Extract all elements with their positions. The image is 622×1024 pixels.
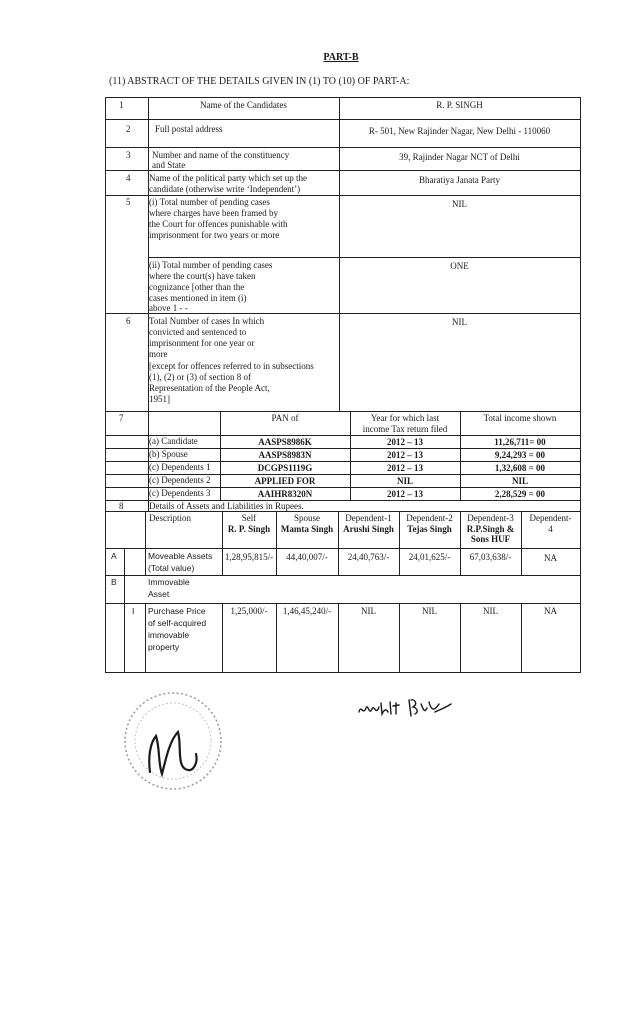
purchase-label-line: immovable (148, 630, 190, 640)
convictions-label-line: imprisonment for one year or (149, 338, 255, 348)
assets-title: Details of Assets and Liabilities in Rupees. (149, 501, 304, 511)
year-header-line: income Tax return filed (362, 424, 448, 434)
description-header: Description (149, 513, 191, 523)
tax-entry-label: (c) Dependents 3 (149, 488, 211, 498)
column-divider (145, 511, 146, 575)
candidate-name-value: R. P. SINGH (436, 100, 483, 110)
constituency-label-line: Number and name of the constituency (152, 150, 290, 160)
tax-entry-income: 1,32,608 = 00 (494, 463, 546, 473)
col-header-line: Arushi Singh (343, 523, 394, 534)
tax-entry-pan: AASPS8983N (258, 450, 312, 460)
table-border-right (580, 97, 581, 673)
table-border-top (105, 97, 581, 98)
row-code: I (132, 606, 135, 616)
pending-cases-i-line: where charges have been framed by (149, 208, 279, 218)
convictions-label-line: Total Number of cases In which (149, 316, 265, 326)
pending-cases-i-line: the Court for offences punishable with (149, 219, 288, 229)
col-header-dependent-4 (521, 513, 580, 534)
moveable-value-dependent-2: 24,01,625/- (408, 552, 451, 562)
row-number: 7 (119, 413, 124, 423)
pending-cases-ii-value: ONE (450, 261, 469, 271)
tax-entry-year: 2012 – 13 (387, 463, 423, 473)
row-code: B (111, 577, 117, 587)
purchase-value-self: 1,25,000/- (230, 606, 268, 616)
col-header-line: Dependent-2 (406, 513, 453, 523)
immovable-label-line: Asset (148, 589, 170, 599)
col-header-self (222, 513, 276, 534)
tax-entry-income: 9,24,293 = 00 (494, 450, 546, 460)
convictions-label-line: convicted and sentenced to (149, 327, 247, 337)
tax-entry-income: 11,26,711= 00 (494, 437, 546, 447)
row-divider (105, 119, 581, 120)
postal-address-label: Full postal address (155, 124, 223, 134)
convictions-label-line: [except for offences referred to in subsections (149, 361, 314, 371)
col-header-line: 4 (548, 523, 553, 534)
row-number: 1 (119, 100, 124, 110)
col-header-line: Dependent-1 (345, 513, 392, 523)
col-header-line: Self (241, 513, 257, 523)
col-header-line: Mamta Singh (280, 523, 334, 534)
postal-address-value: R- 501, New Rajinder Nagar, New Delhi - 110060 (368, 126, 551, 136)
convictions-label-line: more (149, 349, 168, 359)
official-seal (120, 688, 226, 794)
party-label-line: candidate (otherwise write ‘Independent’) (149, 184, 301, 194)
tax-entry-label: (c) Dependents 1 (149, 462, 211, 472)
row-number: 3 (126, 150, 131, 160)
table-border-left (105, 97, 106, 673)
column-divider (145, 603, 146, 673)
convictions-label-line: Representation of the People Act, (149, 383, 270, 393)
pending-cases-ii-line: cognizance [other than the (149, 282, 245, 292)
purchase-label-line: of self-acquired (148, 618, 207, 628)
col-header-line: Dependent- (529, 513, 572, 523)
row-code: A (111, 551, 117, 561)
table-border-bottom (105, 672, 581, 673)
moveable-value-self: 1,28,95,815/- (224, 552, 274, 562)
moveable-value-spouse: 44,40,007/- (286, 552, 328, 562)
tax-entry-income: NIL (511, 476, 528, 486)
constituency-value: 39, Rajinder Nagar NCT of Delhi (399, 152, 520, 162)
party-value: Bharatiya Janata Party (419, 175, 500, 185)
pending-cases-ii-line: cases mentioned in item (i) (149, 293, 247, 303)
year-header-line: Year for which last (370, 413, 440, 423)
handwritten-signature (355, 690, 460, 730)
row-number: 8 (119, 501, 124, 511)
purchase-value-dependent-1: NIL (361, 606, 376, 616)
part-heading: PART-B (323, 52, 359, 63)
tax-entry-income: 2,28,529 = 00 (494, 489, 546, 499)
col-header-line: Dependent-3 (467, 513, 514, 523)
row-number: 2 (126, 124, 131, 134)
pending-cases-i-line: imprisonment for two years or more (149, 230, 280, 240)
row-number: 6 (126, 316, 131, 326)
abstract-table (105, 97, 581, 673)
pending-cases-i-value: NIL (452, 199, 467, 209)
pan-header: PAN of (271, 413, 299, 423)
tax-entry-year: NIL (396, 476, 413, 486)
convictions-label-line: (1), (2) or (3) of section 8 of (149, 372, 251, 382)
row-number: 5 (126, 197, 131, 207)
row-divider (105, 603, 581, 604)
tax-entry-pan: DCGPS1119G (257, 463, 313, 473)
row-divider (105, 195, 581, 196)
col-header-spouse (276, 513, 338, 534)
column-divider (339, 97, 340, 411)
tax-entry-year: 2012 – 13 (387, 437, 423, 447)
col-header-line: Tejas Singh (407, 523, 452, 534)
tax-entry-pan: APPLIED FOR (254, 476, 316, 486)
purchase-value-dependent-4: NA (544, 606, 557, 616)
moveable-value-dependent-1: 24,40,763/- (347, 552, 390, 562)
row-divider (105, 147, 581, 148)
row-divider (105, 411, 581, 412)
col-header-dependent-2 (399, 513, 460, 534)
tax-entry-pan: AAIHR8320N (257, 489, 313, 499)
pending-cases-ii-line: where the court(s) have taken (149, 271, 256, 281)
purchase-value-spouse: 1,46,45,240/- (282, 606, 332, 616)
tax-entry-pan: AASPS8986K (258, 437, 312, 447)
purchase-label-line: Purchase Price (148, 606, 206, 616)
row-divider (105, 548, 581, 549)
constituency-label-line: and State (152, 160, 186, 170)
tax-entry-year: 2012 – 13 (387, 489, 423, 499)
immovable-label-line: Immovable (148, 577, 190, 587)
convictions-label-line: 1951] (149, 394, 170, 404)
tax-entry-label: (c) Dependents 2 (149, 475, 211, 485)
income-header: Total income shown (483, 413, 557, 423)
moveable-label-line: (Total value) (148, 563, 195, 573)
col-header-line: R. P. Singh (227, 523, 271, 534)
row-number: 4 (126, 173, 131, 183)
purchase-value-dependent-2: NIL (422, 606, 437, 616)
pending-cases-ii-line: (ii) Total number of pending cases (149, 260, 273, 270)
party-label-line: Name of the political party which set up the (149, 173, 307, 183)
section-subheading: (11) ABSTRACT OF THE DETAILS GIVEN IN (1) TO (10) OF PART-A: (109, 76, 410, 87)
tax-entry-label: (a) Candidate (149, 436, 198, 446)
col-header-dependent-3 (460, 513, 521, 545)
tax-entry-year: 2012 – 13 (387, 450, 423, 460)
purchase-label-line: property (148, 642, 180, 652)
col-header-line: Spouse (293, 513, 320, 523)
moveable-value-dependent-3: 67,03,638/- (469, 552, 512, 562)
col-header-dependent-1 (338, 513, 399, 534)
column-divider (124, 548, 125, 673)
purchase-value-dependent-3: NIL (483, 606, 498, 616)
candidate-name-label: Name of the Candidates (200, 100, 287, 110)
pending-cases-ii-line: above 1 - - (149, 303, 188, 313)
moveable-value-dependent-4: NA (544, 553, 557, 563)
pending-cases-i-line: (i) Total number of pending cases (149, 197, 270, 207)
tax-entry-label: (b) Spouse (149, 449, 188, 459)
row-divider (148, 257, 581, 258)
moveable-label-line: Moveable Assets (148, 551, 213, 561)
convictions-value: NIL (452, 317, 467, 327)
col-header-line: R.P.Singh & (466, 523, 515, 534)
col-header-line: Sons HUF (470, 534, 511, 544)
